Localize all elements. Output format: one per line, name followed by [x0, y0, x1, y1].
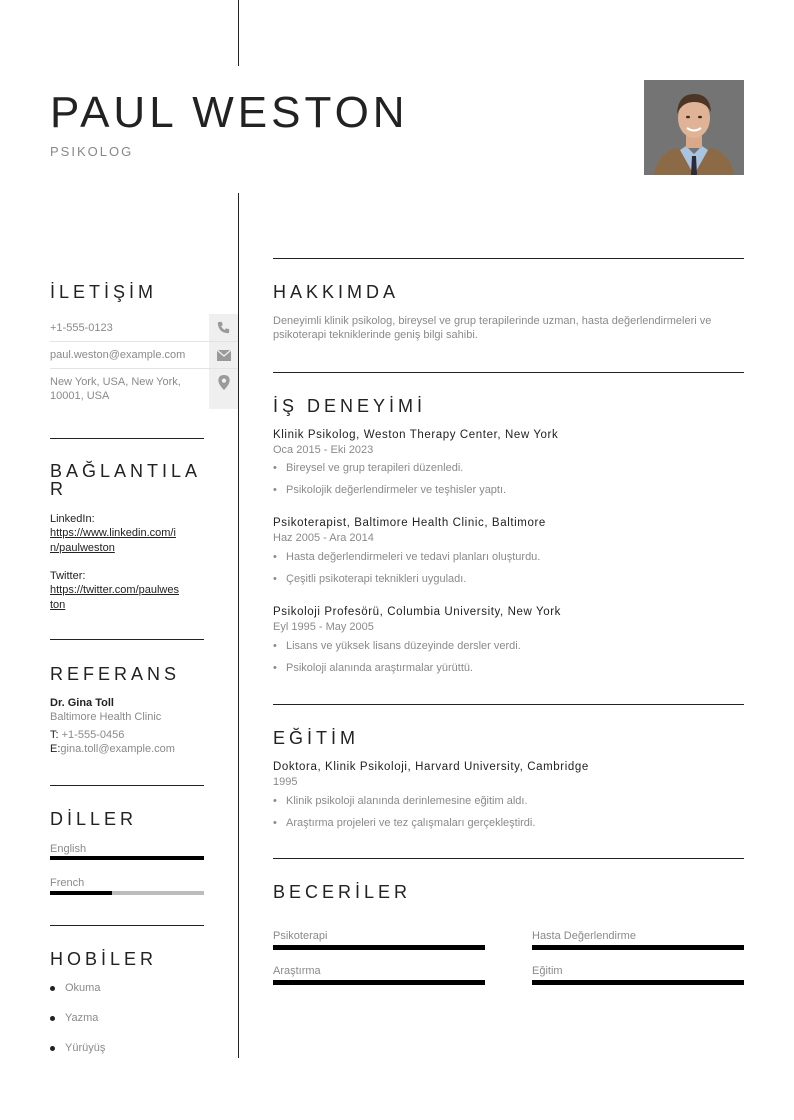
contact-section-title: İLETİŞİM — [50, 282, 158, 302]
divider-line — [273, 704, 744, 705]
job-title: Psikoloji Profesörü, Columbia University, New York — [273, 606, 561, 618]
skill-level-bar — [273, 980, 485, 985]
education-bullet: • Araştırma projeleri ve tez çalışmaları gerçekleştirdi. — [273, 817, 536, 829]
reference-name: Dr. Gina Toll — [50, 697, 114, 709]
contact-address-line1: New York, USA, New York, — [50, 376, 181, 388]
column-divider-line — [238, 193, 239, 1058]
language-level-bar — [50, 891, 204, 895]
contact-address-row — [50, 369, 238, 409]
divider-line — [273, 372, 744, 373]
divider-line — [50, 925, 204, 926]
contact-email[interactable]: paul.weston@example.com — [50, 349, 186, 361]
about-summary: Deneyimli klinik psikolog, bireysel ve grup terapilerinde uzman, hasta değerlendirmeleri ve psikoterapi tekniklerinde geniş bilgi sahibi. — [273, 315, 712, 341]
job-title: Klinik Psikolog, Weston Therapy Center, New York — [273, 429, 559, 441]
language-level-fill — [50, 891, 112, 895]
divider-line — [273, 858, 744, 859]
job-bullet: • Psikolojik değerlendirmeler ve teşhisler yaptı. — [273, 484, 507, 496]
language-name: French — [50, 877, 85, 889]
job-bullet: • Psikoloji alanında araştırmalar yürüttü. — [273, 662, 474, 674]
skill-name: Hasta Değerlendirme — [532, 930, 636, 942]
job-bullet: • Bireysel ve grup terapileri düzenledi. — [273, 462, 464, 474]
contact-email-row — [50, 342, 238, 369]
about-section-title: HAKKIMDA — [273, 282, 400, 302]
job-bullet: • Lisans ve yüksek lisans düzeyinde dersler verdi. — [273, 640, 521, 652]
hobby-item: Okuma — [50, 982, 100, 994]
language-name: English — [50, 843, 87, 855]
languages-section-title: DİLLER — [50, 809, 138, 829]
job-title: Psikoterapist, Baltimore Health Clinic, Baltimore — [273, 517, 546, 529]
divider-line — [50, 438, 204, 439]
twitter-link[interactable]: https://twitter.com/paulwes ton — [50, 584, 179, 611]
reference-phone: T: +1-555-0456 — [50, 729, 125, 741]
skill-level-bar — [273, 945, 485, 950]
skill-name: Araştırma — [273, 965, 321, 977]
top-divider-line — [238, 0, 239, 66]
references-section-title: REFERANS — [50, 664, 181, 684]
skill-level-bar — [532, 980, 744, 985]
linkedin-link[interactable]: https://www.linkedin.com/i n/paulweston — [50, 527, 176, 554]
education-bullet: • Klinik psikoloji alanında derinlemesine eğitim aldı. — [273, 795, 528, 807]
education-degree: Doktora, Klinik Psikoloji, Harvard University, Cambridge — [273, 761, 589, 773]
divider-line — [50, 639, 204, 640]
bullet-dot-icon — [50, 986, 55, 991]
education-section-title: EĞİTİM — [273, 728, 359, 748]
divider-line — [273, 258, 744, 259]
skill-name: Psikoterapi — [273, 930, 328, 942]
candidate-role: PSIKOLOG — [50, 144, 134, 159]
phone-icon — [209, 314, 238, 341]
contact-phone[interactable]: +1-555-0123 — [50, 322, 113, 334]
profile-photo — [644, 80, 744, 175]
education-year: 1995 — [273, 776, 298, 788]
skill-level-bar — [532, 945, 744, 950]
skill-name: Eğitim — [532, 965, 563, 977]
candidate-name: PAUL WESTON — [50, 88, 409, 137]
divider-line — [50, 785, 204, 786]
hobbies-section-title: HOBİLER — [50, 949, 158, 969]
hobby-item: Yürüyüş — [50, 1042, 105, 1054]
job-date: Haz 2005 - Ara 2014 — [273, 532, 374, 544]
experience-section-title: İŞ DENEYİMİ — [273, 396, 427, 416]
skills-section-title: BECERİLER — [273, 882, 412, 902]
twitter-label: Twitter: — [50, 570, 86, 582]
language-level-bar — [50, 856, 204, 860]
reference-company: Baltimore Health Clinic — [50, 711, 162, 723]
job-bullet: • Hasta değerlendirmeleri ve tedavi planları oluşturdu. — [273, 551, 541, 563]
links-section-title: BAĞLANTILA R — [50, 461, 202, 499]
reference-email: E:gina.toll@example.com — [50, 743, 175, 755]
language-level-fill — [50, 856, 204, 860]
contact-phone-row — [50, 314, 238, 342]
linkedin-label: LinkedIn: — [50, 513, 95, 525]
job-bullet: • Çeşitli psikoterapi teknikleri uyguladı. — [273, 573, 467, 585]
envelope-icon — [209, 342, 238, 368]
location-pin-icon — [209, 369, 238, 409]
hobby-item: Yazma — [50, 1012, 98, 1024]
contact-address-line2: 10001, USA — [50, 390, 110, 402]
job-date: Eyl 1995 - May 2005 — [273, 621, 374, 633]
job-date: Oca 2015 - Eki 2023 — [273, 444, 374, 456]
bullet-dot-icon — [50, 1046, 55, 1051]
bullet-dot-icon — [50, 1016, 55, 1021]
